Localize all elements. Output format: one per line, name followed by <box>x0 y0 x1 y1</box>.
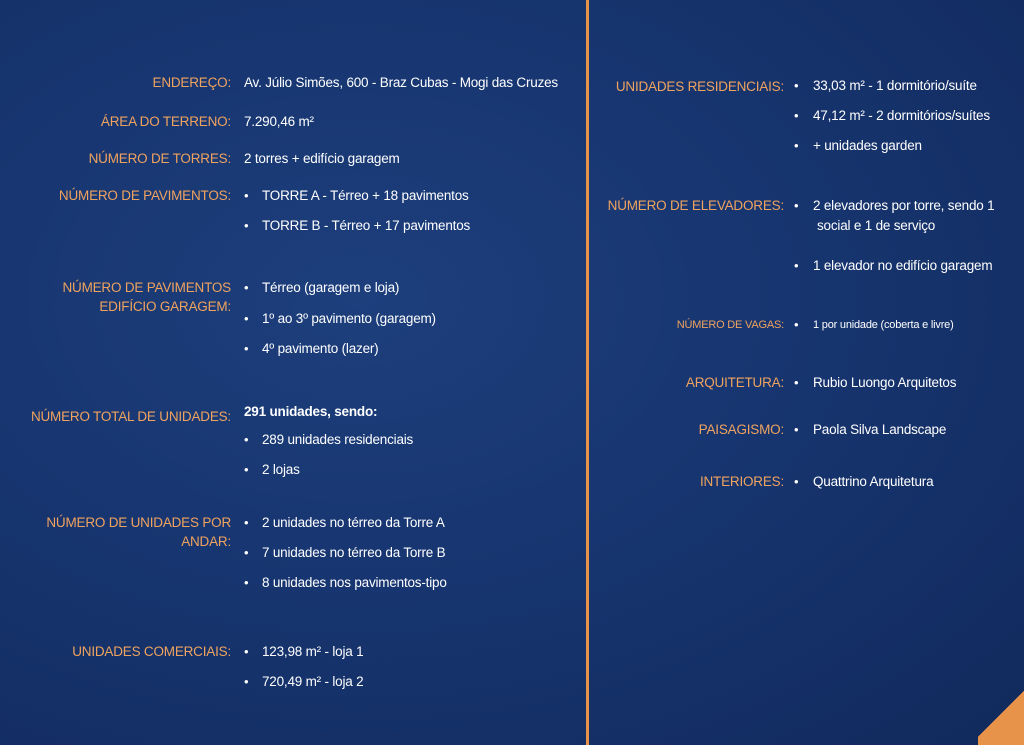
elevadores-label: NÚMERO DE ELEVADORES: <box>607 198 784 213</box>
bullet: • <box>244 218 249 233</box>
bullet: • <box>794 422 799 437</box>
total-heading: 291 unidades, sendo: <box>244 404 378 419</box>
bullet: • <box>244 644 249 659</box>
bullet: • <box>244 188 249 203</box>
garagem-label-line1: NÚMERO DE PAVIMENTOS <box>62 280 231 295</box>
arquitetura-value: Rubio Luongo Arquitetos <box>813 375 957 390</box>
residenciais-item-3: + unidades garden <box>813 138 922 153</box>
garagem-item-3: 4º pavimento (lazer) <box>262 341 379 356</box>
comerciais-label: UNIDADES COMERCIAIS: <box>72 644 231 659</box>
bullet: • <box>244 280 249 295</box>
residenciais-item-2: 47,12 m² - 2 dormitórios/suítes <box>813 108 990 123</box>
torres-value: 2 torres + edifício garagem <box>244 151 400 166</box>
bullet: • <box>794 258 799 273</box>
column-divider <box>586 0 589 745</box>
vagas-value: 1 por unidade (coberta e livre) <box>813 319 954 331</box>
por-andar-item-2: 7 unidades no térreo da Torre B <box>262 545 446 560</box>
total-item-1: 289 unidades residenciais <box>262 432 414 447</box>
bullet: • <box>794 317 799 332</box>
interiores-value: Quattrino Arquitetura <box>813 474 934 489</box>
bullet: • <box>794 198 799 213</box>
bullet: • <box>244 674 249 689</box>
por-andar-item-1: 2 unidades no térreo da Torre A <box>262 515 445 530</box>
bullet: • <box>794 108 799 123</box>
bullet: • <box>794 375 799 390</box>
paisagismo-label: PAISAGISMO: <box>698 422 784 437</box>
bullet: • <box>794 78 799 93</box>
vagas-label: NÚMERO DE VAGAS: <box>676 319 784 331</box>
total-item-2: 2 lojas <box>262 462 300 477</box>
endereco-label: ENDEREÇO: <box>152 75 231 90</box>
bullet: • <box>244 432 249 447</box>
garagem-item-2: 1º ao 3º pavimento (garagem) <box>262 311 436 326</box>
area-value: 7.290,46 m² <box>244 114 314 129</box>
por-andar-label: NÚMERO DE UNIDADES POR ANDAR: <box>46 515 231 549</box>
corner-accent <box>978 683 1024 745</box>
elevadores-item-1-line1: 2 elevadores por torre, sendo 1 <box>813 198 995 213</box>
torres-label: NÚMERO DE TORRES: <box>88 151 231 166</box>
pavimentos-item-1: TORRE A - Térreo + 18 pavimentos <box>262 188 469 203</box>
interiores-label: INTERIORES: <box>699 474 784 489</box>
residenciais-label: UNIDADES RESIDENCIAIS: <box>615 79 784 94</box>
pavimentos-item-2: TORRE B - Térreo + 17 pavimentos <box>262 218 471 233</box>
residenciais-item-1: 33,03 m² - 1 dormitório/suíte <box>813 78 977 93</box>
garagem-item-1: Térreo (garagem e loja) <box>262 280 400 295</box>
arquitetura-label: ARQUITETURA: <box>685 375 784 390</box>
total-label: NÚMERO TOTAL DE UNIDADES: <box>30 409 231 424</box>
bullet: • <box>244 515 249 530</box>
elevadores-item-2: 1 elevador no edifício garagem <box>813 258 993 273</box>
paisagismo-value: Paola Silva Landscape <box>813 422 947 437</box>
elevadores-item-1-line2: social e 1 de serviço <box>817 218 936 233</box>
bullet: • <box>794 474 799 489</box>
bullet: • <box>244 575 249 590</box>
bullet: • <box>244 462 249 477</box>
endereco-value: Av. Júlio Simões, 600 - Braz Cubas - Mogi das Cruzes <box>244 75 558 90</box>
por-andar-item-3: 8 unidades nos pavimentos-tipo <box>262 575 447 590</box>
bullet: • <box>244 341 249 356</box>
area-label: ÁREA DO TERRENO: <box>100 114 231 129</box>
garagem-label-line2: EDIFÍCIO GARAGEM: <box>99 299 231 314</box>
pavimentos-label: NÚMERO DE PAVIMENTOS: <box>58 188 231 203</box>
comerciais-item-2: 720,49 m² - loja 2 <box>262 674 364 689</box>
bullet: • <box>244 311 249 326</box>
bullet: • <box>794 138 799 153</box>
comerciais-item-1: 123,98 m² - loja 1 <box>262 644 364 659</box>
bullet: • <box>244 545 249 560</box>
